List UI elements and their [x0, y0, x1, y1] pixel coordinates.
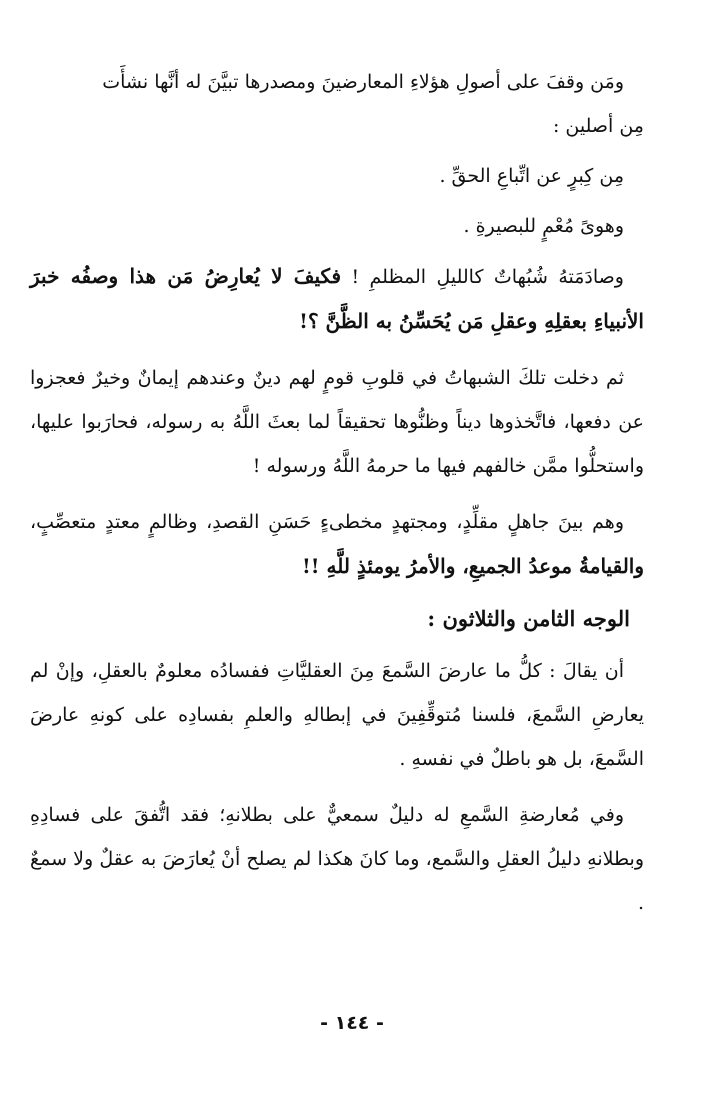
text-line: ومَن وقفَ على أصولِ هؤلاءِ المعارضينَ ومصدرها تبيَّنَ له أنَّها نشأَت: [102, 71, 624, 93]
bold-text-span: والقيامةُ موعدُ الجميعِ، والأمرُ يومئذٍ للَّهِ !!: [301, 554, 644, 578]
paragraph-groups: [30, 500, 644, 589]
paragraph-origins: [30, 60, 644, 148]
page-body: [30, 60, 644, 925]
section-heading: الوجه الثامن والثلاثون :: [427, 606, 630, 631]
text-line: مِن أصلين :: [552, 115, 644, 137]
paragraph-darkness: [30, 254, 644, 344]
list-item: مِن كِبرٍ عن اتِّباعِ الحقِّ .: [439, 165, 624, 187]
text-span: وصادَمَتهُ شُبُهاتٌ كالليلِ المظلمِ !: [351, 266, 624, 288]
list-item: وهوىً مُعْمٍ للبصيرةِ .: [463, 215, 624, 237]
text-span: وهم بينَ جاهلٍ مقلِّدٍ، ومجتهدٍ مخطىءٍ حَسَنِ القصدِ، وظالمٍ معتدٍ متعصِّبٍ،: [30, 511, 624, 533]
page-number: - ١٤٤ -: [320, 1012, 384, 1034]
paragraph-hearing: وفي مُعارضةِ السَّمعِ له دليلٌ سمعيٌّ على بطلانهِ؛ فقد اتُّفقَ على فسادِهِ وبطلانهِ دليلُ العقلِ والسَّمع، وما كانَ هكذا لم يصلح أنْ يُعارَضَ به عقلٌ ولا سمعٌ .: [30, 804, 644, 914]
paragraph-reason: أن يقالَ : كلُّ ما عارضَ السَّمعَ مِنَ العقليَّاتِ ففسادُه معلومٌ بالعقلِ، وإنْ لم يعارضِ السَّمعَ، فلسنا مُتوقِّفِينَ في إبطالهِ والعلمِ بفسادِه على كونهِ عارضَ السَّمعَ، بل هو باطلٌ في نفسهِ .: [30, 660, 644, 770]
bold-text-span: فكيفَ لا يُعارِضُ مَن هذا وصفُه خبرَ الأنبياءِ بعقلِهِ وعقلِ مَن يُحَسِّنُ به الظَّنَّ ؟!: [30, 264, 644, 333]
paragraph-doubts: ثم دخلت تلكَ الشبهاتُ في قلوبِ قومٍ لهم دينٌ وعندهم إيمانٌ وخيرٌ فعجزوا عن دفعها، فاتَّخذوها ديناً وظنُّوها تحقيقاً لما بعثَ اللَّهُ به رسوله، فحارَبوا عليها، واستحلُّوا ممَّن خالفهم فيها ما حرمهُ اللَّهُ ورسوله !: [30, 367, 644, 477]
